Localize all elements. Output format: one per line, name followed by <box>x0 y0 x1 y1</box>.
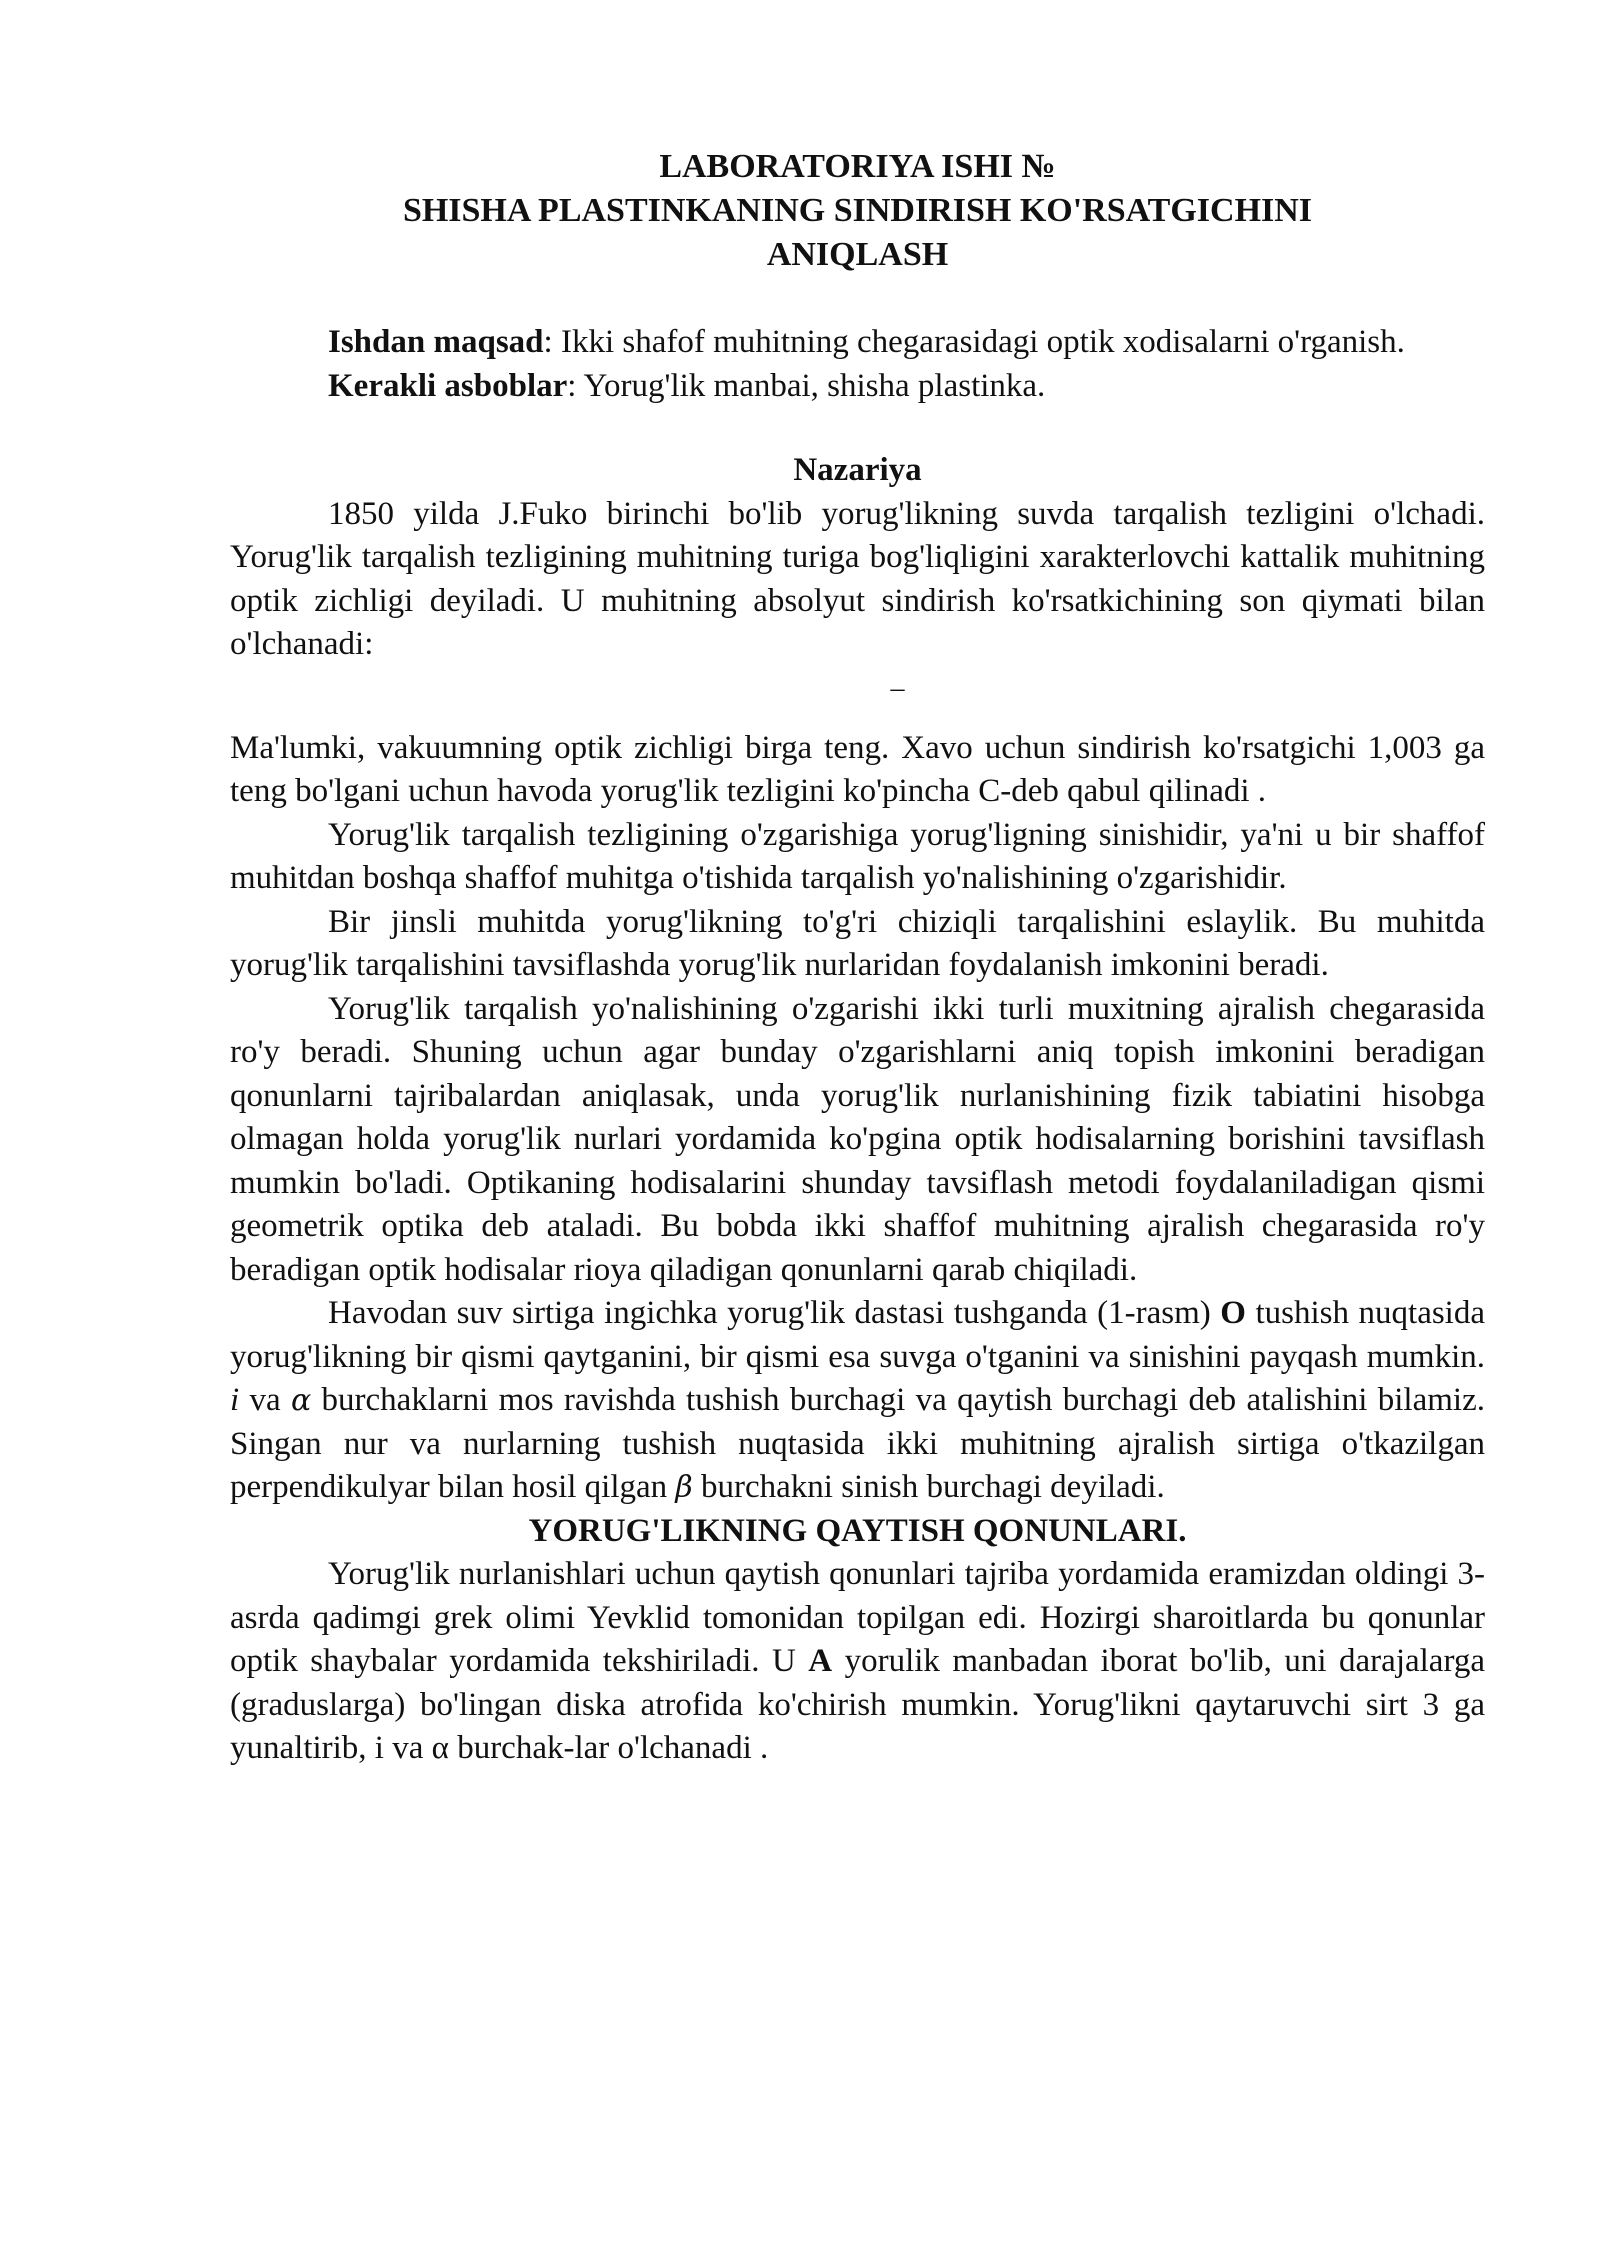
s2-text-b: yorulik manbadan iborat bo'lib, uni darajalarga (graduslarga) bo'lingan diska atrofida ko'chirish mumkin. Yorug'likni qaytaruvchi sirt 3 ga yunaltirib, i va <box>230 1643 1485 1766</box>
theory-paragraph-6 <box>230 1292 1485 1510</box>
p6-text-e: burchakni sinish burchagi deyiladi. <box>692 1469 1165 1505</box>
theory-paragraph-3: Yorug'lik tarqalish tezligining o'zgarishiga yorug'ligning sinishidir, ya'ni u bir shaffof muhitdan boshqa shaffof muhitga o'tishida tarqalish yo'nalishining o'zgarishidir. <box>230 816 1485 896</box>
alpha-symbol-2: α <box>431 1730 449 1766</box>
theory-paragraph-5: Yorug'lik tarqalish yo'nalishining o'zgarishi ikki turli muxitning ajralish chegarasida ro'y beradi. Shuning uchun agar bunday o'zgarishlarni aniq topish imkonini beradigan qonunlarni tajribalardan aniqlasak, unda yorug'lik nurlanishining fizik tabiatini hisobga olmagan holda yorug'lik nurlari yordamida ko'pgina optik hodisalarning borishini tavsiflash mumkin bo'ladi. Optikaning hodisalarini shunday tavsiflash metodi foydalaniladigan qismi geometrik optika deb ataladi. Bu bobda ikki shaffof muhitning ajralish chegarasida ro'y beradigan optik hodisalar rioya qiladigan qonunlarni qarab chiqiladi. <box>230 990 1485 1288</box>
theory-paragraph-1: 1850 yilda J.Fuko birinchi bo'lib yorug'likning suvda tarqalish tezligini o'lchadi. Yorug'lik tarqalish tezligining muhitning turiga bog'liqligini xarakterlovchi kattalik muhitning optik zichligi deyiladi. U muhitning absolyut sindirish ko'rsatkichining son qiymati bilan o'lchanadi: <box>230 495 1485 662</box>
point-a-label: A <box>808 1643 833 1679</box>
title-line-3: ANIQLASH <box>766 236 949 273</box>
document-title <box>230 145 1485 277</box>
section-paragraph-1 <box>230 1553 1485 1771</box>
theory-paragraph-4: Bir jinsli muhitda yorug'likning to'g'ri chiziqli tarqalishini eslaylik. Bu muhitda yorug'lik tarqalishini tavsiflashda yorug'lik nurlaridan foydalanish imkonini beradi. <box>230 903 1485 983</box>
p6-text-d: burchaklarni mos ravishda tushish burchagi va qaytish burchagi deb atalishini bilamiz. Singan nur va nurlarning tushish nuqtasida ikki muhitning ajralish sirtiga o'tkazilgan perpendikulyar bilan hosil qilgan <box>230 1382 1485 1505</box>
p6-text-a: Havodan suv sirtiga ingichka yorug'lik dastasi tushganda (1-rasm) <box>328 1295 1221 1331</box>
title-line-1: LABORATORIYA ISHI № <box>659 148 1056 185</box>
theory-heading: Nazariya <box>793 452 922 488</box>
section-heading: YORUG'LIKNING QAYTISH QONUNLARI. <box>528 1512 1187 1549</box>
p6-text-b: tushish nuqtasida yorug'likning bir qismi qaytganini, bir qismi esa suvga o'tganini va sinishini payqash mumkin. <box>230 1295 1485 1375</box>
formula-placeholder: – <box>890 672 905 704</box>
aim-label: Ishdan maqsad <box>328 324 544 360</box>
point-o-label: O <box>1220 1295 1246 1331</box>
s2-text-a: Yorug'lik nurlanishlari uchun qaytish qonunlari tajriba yordamida eramizdan oldingi 3-asrda qadimgi grek olimi Yevklid tomonidan topilgan edi. Hozirgi sharoitlarda bu qonunlar optik shaybalar yordamida tekshiriladi. U <box>230 1556 1485 1679</box>
alpha-symbol: α <box>290 1383 312 1418</box>
beta-symbol: β <box>675 1470 693 1505</box>
aim-text: : Ikki shafof muhitning chegarasidagi optik xodisalarni o'rganish. <box>543 324 1405 360</box>
document-body <box>230 145 1485 1771</box>
title-line-2: SHISHA PLASTINKANING SINDIRISH KO'RSATGICHINI <box>402 192 1313 229</box>
p6-text-c: va <box>239 1382 291 1418</box>
spacer <box>230 277 1485 321</box>
aim-paragraph <box>230 321 1485 365</box>
theory-paragraph-2: Ma'lumki, vakuumning optik zichligi birga teng. Xavo uchun sindirish ko'rsatgichi 1,003 ga teng bo'lgani uchun havoda yorug'lik tezligini ko'pincha C-deb qabul qilinadi . <box>230 729 1485 809</box>
angle-i-symbol: i <box>230 1382 240 1418</box>
tools-text: : Yorug'lik manbai, shisha plastinka. <box>567 367 1046 404</box>
tools-paragraph <box>230 365 1485 409</box>
tools-label: Kerakli asboblar <box>328 367 568 404</box>
s2-text-c: burchak-lar o'lchanadi . <box>448 1730 769 1766</box>
